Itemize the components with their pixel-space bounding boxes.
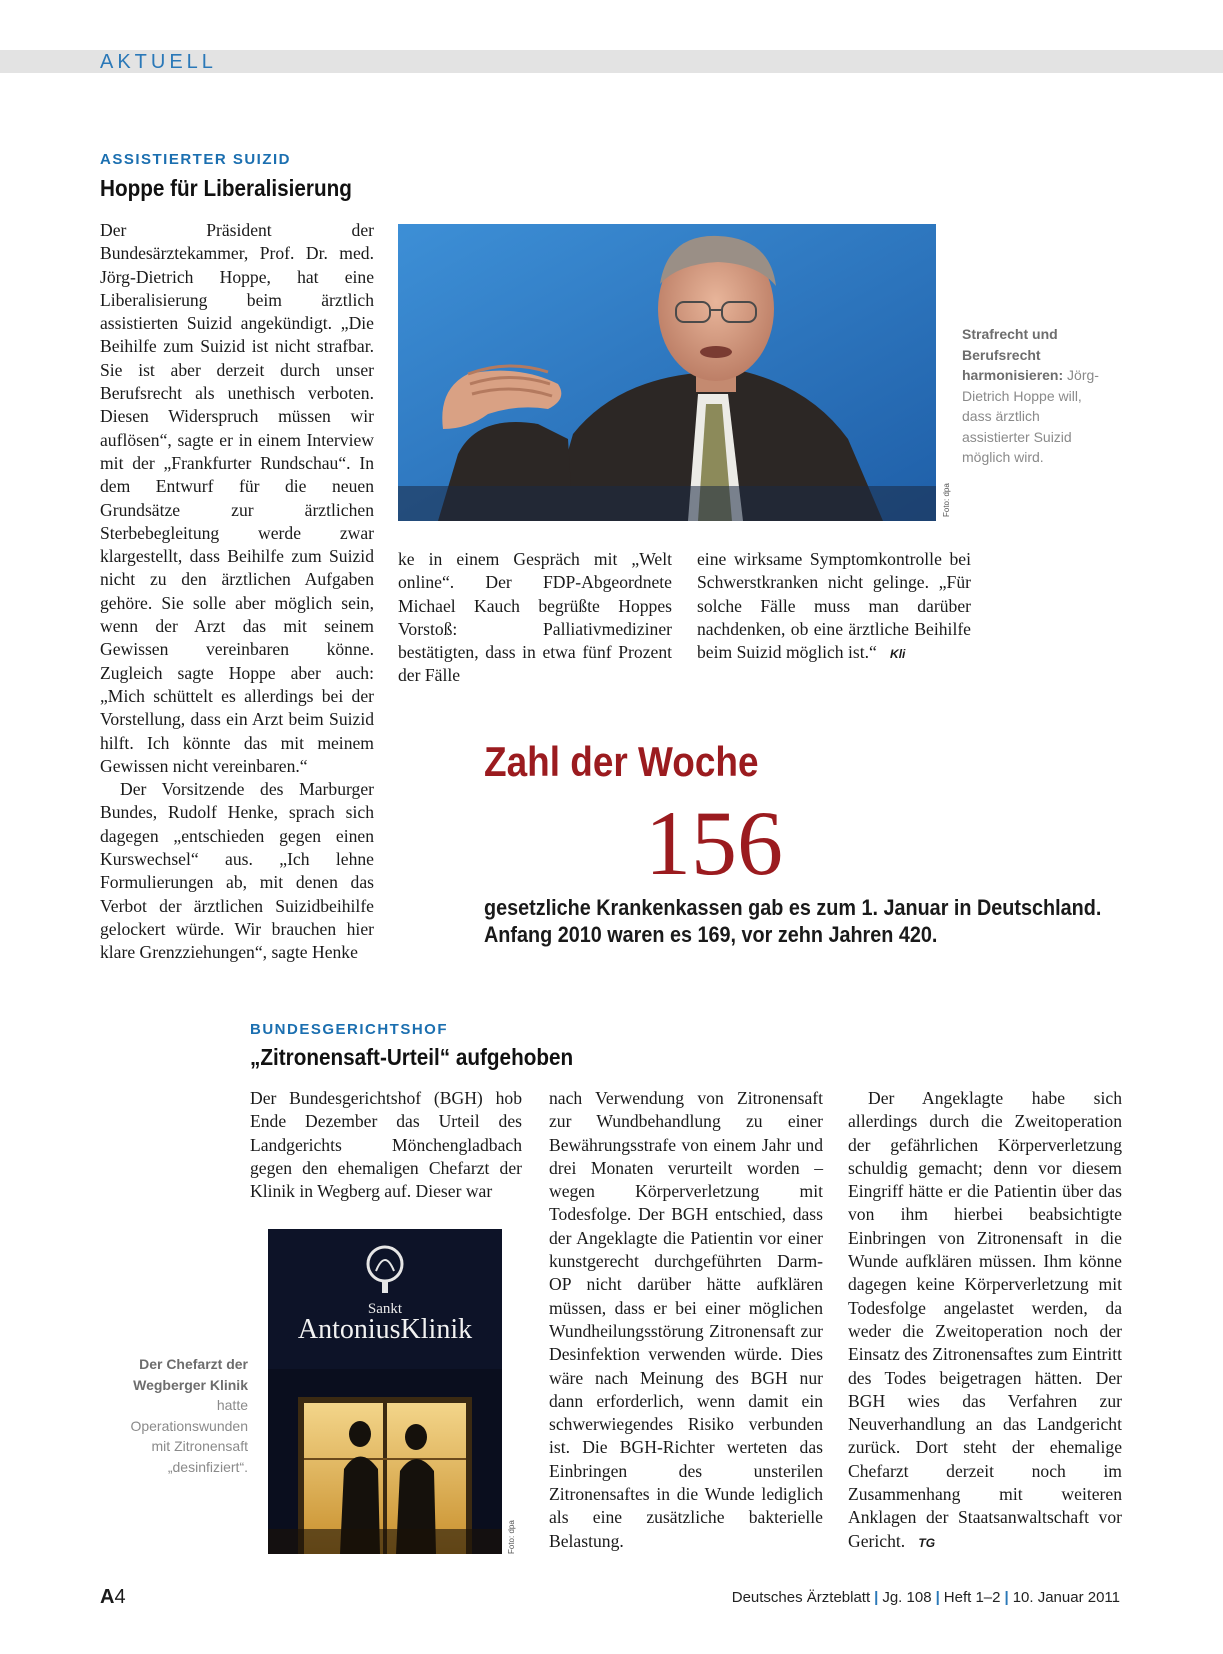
article1-caption-text: Jörg-Dietrich Hoppe will, dass ärztlich assistierter Suizid möglich wird. bbox=[962, 367, 1099, 465]
section-label: AKTUELL bbox=[100, 51, 217, 73]
article1-column-2-text: ke in einem Gespräch mit „Welt online“. Der FDP-Abgeordnete Michael Kauch begrüßte Hoppes Vorstoß: Palliativmediziner bestätigten, dass in etwa fünf Prozent der Fälle bbox=[398, 549, 672, 686]
hoppe-photo bbox=[398, 224, 936, 521]
zahl-der-woche-text bbox=[484, 894, 1101, 948]
article1-paragraph-1: Der Präsident der Bundesärztekammer, Prof. Dr. med. Jörg-Dietrich Hoppe, hat eine Liberalisierung beim ärztlich assistierten Suizid angekündigt. „Die Beihilfe zum Suizid ist nicht strafbar. Sie ist aber derzeit durch unser Berufsrecht als unethisch verboten. Diesen Widerspruch müssen wir auflösen“, sagte er in einem Interview mit der „Frankfurter Rundschau“. In dem Entwurf für die neuen Grundsätze zur ärztlichen Sterbebegleitung werde zwar klargestellt, dass Beihilfe zum Suizid nicht zu den ärztlichen Aufgaben gehöre. Sie solle aber möglich sein, wenn der Arzt das mit seinem Gewissen vereinbaren könne. Zugleich sagte Hoppe aber auch: „Mich schüttelt es allerdings bei der Vorstellung, dass ein Arzt beim Suizid hilft. Ich könnte das mit meinem Gewissen nicht vereinbaren.“ bbox=[100, 220, 374, 776]
article2-caption-text: hatte Operationswunden mit Zitronensaft „desinfiziert“. bbox=[130, 1397, 248, 1475]
page-number-value: 4 bbox=[114, 1586, 126, 1608]
article1-photo-credit: Foto: dpa bbox=[942, 483, 951, 517]
article1-paragraph-2: Der Vorsitzende des Marburger Bundes, Rudolf Henke, sprach sich dagegen „entschieden gegen einen Kurswechsel“ aus. „Ich lehne Formulierungen ab, mit denen das Verbot der ärztlichen Suizidbeihilfe gelockert würde. Wir brauchen hier klare Grenzziehungen“, sagte Henke bbox=[100, 779, 374, 963]
article1-column-3 bbox=[697, 548, 971, 666]
page-letter: A bbox=[100, 1586, 115, 1608]
article2-column-1 bbox=[250, 1087, 522, 1203]
article2-column-1-text: Der Bundesgerichtshof (BGH) hob Ende Dezember das Urteil des Landgerichts Mönchengladbach gegen den ehemaligen Chefarzt der Klinik in Wegberg auf. Dieser war bbox=[250, 1088, 522, 1202]
zahl-der-woche-title: Zahl der Woche bbox=[484, 738, 759, 785]
article2-caption bbox=[120, 1354, 248, 1477]
article1-kicker: ASSISTIERTER SUIZID bbox=[100, 151, 292, 168]
footer-separator: | bbox=[1004, 1589, 1009, 1606]
klinik-photo bbox=[268, 1229, 502, 1554]
footer-date: 10. Januar 2011 bbox=[1012, 1589, 1120, 1606]
zahl-der-woche-line-1: gesetzliche Krankenkassen gab es zum 1. Januar in Deutschland. bbox=[484, 895, 1102, 920]
page-number bbox=[100, 1585, 126, 1609]
footer-journal: Deutsches Ärzteblatt bbox=[731, 1589, 871, 1606]
article2-column-3-text: Der Angeklagte habe sich allerdings durch die Zweitoperation der gefährlichen Körperverletzung schuldig gemacht; denn vor diesem Eingriff hätte er die Patientin über das von ihm hierbei beabsichtigte Einbringen von Zitronensaft in die Wunde aufklären müssen. Ihm könne dagegen keine Körperverletzung mit Todesfolge angelastet werden, da weder die Zweitoperation noch der Einsatz des Zitronensaftes zum Eintritt des Todes beigetragen hätten. Der BGH wies das Verfahren zur Neuverhandlung an das Landgericht zurück. Dort steht der ehemalige Chefarzt derzeit noch im Zusammenhang mit weiteren Anklagen der Staatsanwaltschaft vor Gericht. bbox=[848, 1088, 1122, 1551]
klinik-sign-small: Sankt bbox=[367, 1301, 403, 1317]
footer-volume: Jg. 108 bbox=[882, 1589, 932, 1606]
article2-column-3 bbox=[848, 1087, 1122, 1555]
klinik-sign-large: AntoniusKlinik bbox=[297, 1314, 473, 1345]
article1-column-3-text: eine wirksame Symptomkontrolle bei Schwerstkranken nicht gelinge. „Für solche Fälle muss man darüber nachdenken, ob eine ärztliche Beihilfe beim Suizid möglich ist.“ bbox=[697, 549, 971, 663]
footer-separator: | bbox=[874, 1589, 879, 1606]
footer-info bbox=[732, 1589, 1120, 1606]
article2-kicker: BUNDESGERICHTSHOF bbox=[250, 1021, 449, 1038]
article2-photo-credit: Foto: dpa bbox=[507, 1520, 516, 1554]
article1-column-2 bbox=[398, 548, 672, 688]
article2-column-2 bbox=[549, 1087, 823, 1553]
article2-title: „Zitronensaft-Urteil“ aufgehoben bbox=[250, 1044, 574, 1070]
zahl-der-woche-number: 156 bbox=[645, 792, 783, 894]
article1-caption bbox=[962, 324, 1102, 468]
article1-column-1 bbox=[100, 219, 374, 965]
article2-author: TG bbox=[918, 1535, 936, 1550]
article2-caption-bold: Der Chefarzt der Wegberger Klinik bbox=[133, 1356, 248, 1393]
article1-author: Kli bbox=[890, 647, 906, 662]
article1-caption-bold: Strafrecht und Berufsrecht harmonisieren: bbox=[962, 326, 1064, 383]
footer-issue: Heft 1–2 bbox=[943, 1589, 1001, 1606]
article2-column-2-text: nach Verwendung von Zitronensaft zur Wundbehandlung zu einer Bewährungsstrafe von einem Jahr und drei Monaten verurteilt worden – wegen Körperverletzung mit Todesfolge. Der BGH entschied, dass der Angeklagte die Patientin vor einer kunstgerecht durchgeführten Darm-OP nicht darüber hätte aufklären müssen, dass er bei einer möglichen Wundheilungsstörung Zitronensaft zur Desinfektion verwenden würde. Dies wäre nach Meinung des BGH nur dann erforderlich, wenn damit ein schwerwiegendes Risiko verbunden ist. Die BGH-Richter werteten das Einbringen des unsterilen Zitronensaftes in die Wunde lediglich als eine zusätzliche bakterielle Belastung. bbox=[549, 1088, 823, 1551]
zahl-der-woche-line-2: Anfang 2010 waren es 169, vor zehn Jahren 420. bbox=[484, 922, 938, 947]
article1-title: Hoppe für Liberalisierung bbox=[100, 175, 352, 201]
footer-separator: | bbox=[935, 1589, 940, 1606]
